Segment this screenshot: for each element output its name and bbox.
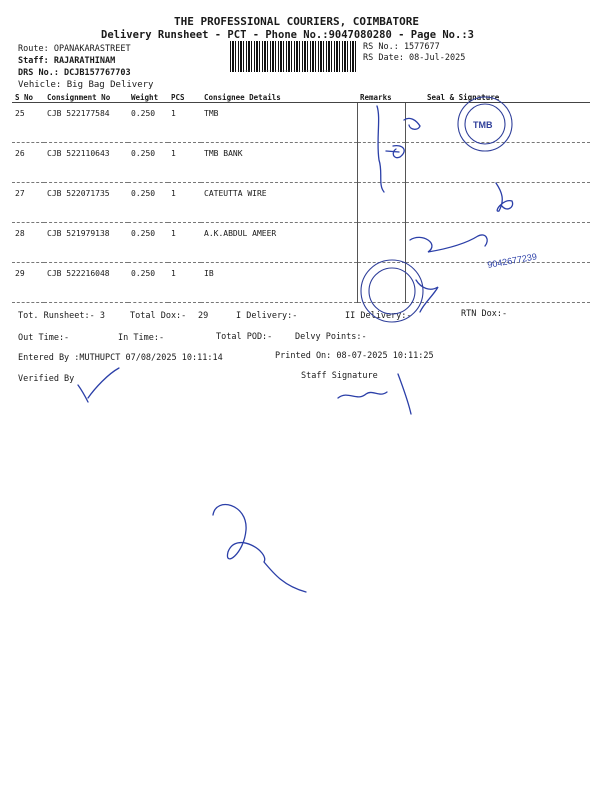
cell-sno: 26 [15, 149, 25, 158]
total-dox-label: Total Dox:- [130, 311, 187, 321]
cell-weight: 0.250 [131, 189, 156, 198]
cell-pcs: 1 [171, 189, 176, 198]
large-loop-scribble [213, 505, 306, 592]
rs-date: RS Date: 08-Jul-2025 [363, 53, 466, 63]
cell-sno: 27 [15, 189, 25, 198]
cell-remarks [357, 103, 405, 143]
rs-number: RS No.: 1577677 [363, 42, 440, 52]
in-time: In Time:- [118, 333, 165, 343]
col-weight: Weight [128, 92, 168, 103]
entered-by: Entered By :MUTHUPCT 07/08/2025 10:11:14 [18, 353, 223, 363]
col-sno: S No [12, 92, 44, 103]
cell-pcs: 1 [171, 109, 176, 118]
printed-on: Printed On: 08-07-2025 10:11:25 [275, 351, 434, 361]
ii-delivery: II Delivery:- [345, 311, 412, 321]
barcode [230, 41, 356, 72]
runsheet-table [12, 92, 590, 303]
col-remarks: Remarks [357, 92, 405, 103]
cell-remarks [357, 183, 405, 223]
table-row [12, 103, 590, 143]
col-pcs: PCS [168, 92, 201, 103]
cell-pcs: 1 [171, 229, 176, 238]
cell-seal [405, 103, 590, 143]
cell-seal [405, 223, 590, 263]
staff-signature-label: Staff Signature [301, 371, 378, 381]
stamp-tmb-text: TMB [473, 120, 493, 130]
vehicle-text: Vehicle: Big Bag Delivery [18, 80, 154, 90]
table-row [12, 183, 590, 223]
cell-weight: 0.250 [131, 149, 156, 158]
verified-by-signature [78, 368, 119, 402]
cell-consignee: CATEUTTA WIRE [204, 189, 267, 198]
cell-seal [405, 143, 590, 183]
cell-consignment: CJB 522216048 [47, 269, 110, 278]
cell-pcs: 1 [171, 269, 176, 278]
cell-consignee: IB [204, 269, 214, 278]
cell-remarks [357, 263, 405, 303]
tot-runsheet: Tot. Runsheet:- 3 [18, 311, 105, 321]
col-seal: Seal & Signature [405, 92, 590, 103]
i-delivery: I Delivery:- [236, 311, 298, 321]
cell-seal [405, 263, 590, 303]
cell-consignee: TMB BANK [204, 149, 243, 158]
cell-consignment: CJB 522071735 [47, 189, 110, 198]
table-row [12, 263, 590, 303]
out-time: Out Time:- [18, 333, 70, 343]
cell-weight: 0.250 [131, 269, 156, 278]
cell-consignment: CJB 522110643 [47, 149, 110, 158]
cell-remarks [357, 143, 405, 183]
cell-weight: 0.250 [131, 229, 156, 238]
cell-sno: 28 [15, 229, 25, 238]
runsheet-subtitle: Delivery Runsheet - PCT - Phone No.:9047080280 - Page No.:3 [101, 29, 474, 41]
rtn-dox: RTN Dox:- [461, 309, 508, 319]
total-dox-value: 29 [198, 311, 209, 321]
cell-consignment: CJB 522177584 [47, 109, 110, 118]
cell-consignment: CJB 521979138 [47, 229, 110, 238]
cell-sno: 29 [15, 269, 25, 278]
col-consignee: Consignee Details [201, 92, 357, 103]
cell-consignee: A.K.ABDUL AMEER [204, 229, 277, 238]
cell-remarks [357, 223, 405, 263]
delvy-points: Delvy Points:- [295, 332, 367, 342]
table-row [12, 223, 590, 263]
cell-weight: 0.250 [131, 109, 156, 118]
cell-seal [405, 183, 590, 223]
staff-text: Staff: RAJARATHINAM [18, 56, 116, 66]
total-pod: Total POD:- [216, 332, 273, 342]
cell-pcs: 1 [171, 149, 176, 158]
drs-number: DRS No.: DCJB157767703 [18, 68, 131, 78]
route-text: Route: OPANAKARASTREET [18, 44, 131, 54]
table-header-row [12, 92, 590, 103]
handwritten-phone: 9042677239 [486, 251, 538, 270]
table-row [12, 143, 590, 183]
cell-sno: 25 [15, 109, 25, 118]
cell-consignee: TMB [204, 109, 219, 118]
company-title: THE PROFESSIONAL COURIERS, COIMBATORE [174, 15, 420, 28]
verified-by: Verified By [18, 374, 75, 384]
col-consignment: Consignment No [44, 92, 128, 103]
